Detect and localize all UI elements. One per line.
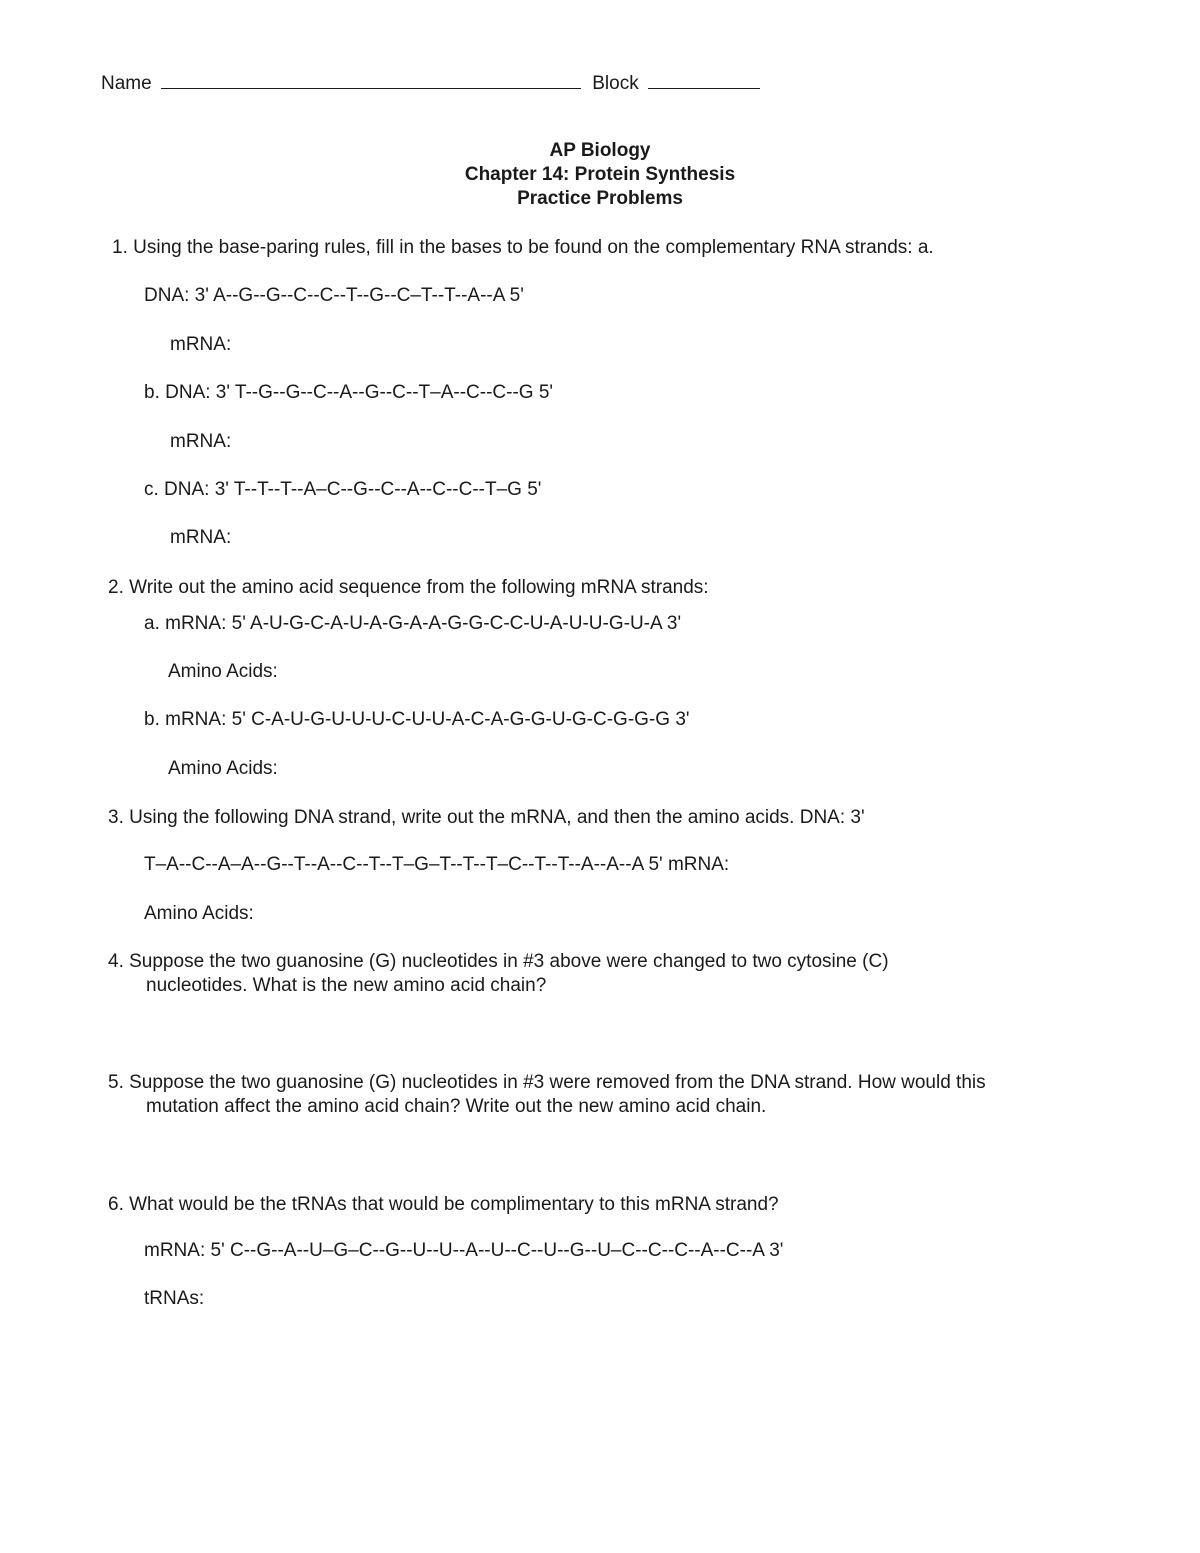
q3-amino-label: Amino Acids: <box>144 903 254 924</box>
q1b-mrna-label: mRNA: <box>170 431 232 452</box>
q1c-mrna-label: mRNA: <box>170 527 232 548</box>
practice-subtitle: Practice Problems <box>517 188 683 209</box>
q3-prompt: 3. Using the following DNA strand, write out the mRNA, and then the amino acids. DNA: 3' <box>108 807 865 828</box>
block-blank[interactable] <box>648 70 760 89</box>
name-line <box>101 70 760 96</box>
block-label: Block <box>592 73 639 94</box>
q1a-mrna-label: mRNA: <box>170 334 232 355</box>
q2-prompt: 2. Write out the amino acid sequence from the following mRNA strands: <box>108 577 709 598</box>
q4-line2: nucleotides. What is the new amino acid chain? <box>146 975 547 996</box>
q6-trnas-label: tRNAs: <box>144 1288 205 1309</box>
q1a-dna: DNA: 3' A--G--G--C--C--T--G--C–T--T--A--A 5' <box>144 285 524 306</box>
q6-mrna: mRNA: 5' C--G--A--U–G–C--G--U--U--A--U--C--U--G--U–C--C--C--A--C--A 3' <box>144 1240 784 1261</box>
q2a-amino-label: Amino Acids: <box>168 661 278 682</box>
chapter-title: Chapter 14: Protein Synthesis <box>464 164 736 185</box>
name-blank[interactable] <box>161 70 581 89</box>
q2a-mrna: a. mRNA: 5' A-U-G-C-A-U-A-G-A-A-G-G-C-C-U-A-U-U-G-U-A 3' <box>144 613 682 634</box>
q6-prompt: 6. What would be the tRNAs that would be complimentary to this mRNA strand? <box>108 1194 779 1215</box>
q1-prompt: 1. Using the base-paring rules, fill in the bases to be found on the complementary RNA strands: a. <box>112 237 934 258</box>
q5-line2: mutation affect the amino acid chain? Write out the new amino acid chain. <box>146 1096 767 1117</box>
q4-line1: 4. Suppose the two guanosine (G) nucleotides in #3 above were changed to two cytosine (C) <box>108 951 889 972</box>
q1b-dna: b. DNA: 3' T--G--G--C--A--G--C--T–A--C--C--G 5' <box>144 382 554 403</box>
q1c-dna: c. DNA: 3' T--T--T--A–C--G--C--A--C--C--T–G 5' <box>144 479 542 500</box>
q2b-amino-label: Amino Acids: <box>168 758 278 779</box>
name-label: Name <box>101 73 152 94</box>
q5-line1: 5. Suppose the two guanosine (G) nucleotides in #3 were removed from the DNA strand. How would this <box>108 1072 986 1093</box>
q2b-mrna: b. mRNA: 5' C-A-U-G-U-U-U-C-U-U-A-C-A-G-G-U-G-C-G-G-G 3' <box>144 709 690 730</box>
q3-strand: T–A--C--A–A--G--T--A--C--T--T–G–T--T--T–C--T--T--A--A--A 5' mRNA: <box>144 854 730 875</box>
course-title: AP Biology <box>549 140 651 161</box>
